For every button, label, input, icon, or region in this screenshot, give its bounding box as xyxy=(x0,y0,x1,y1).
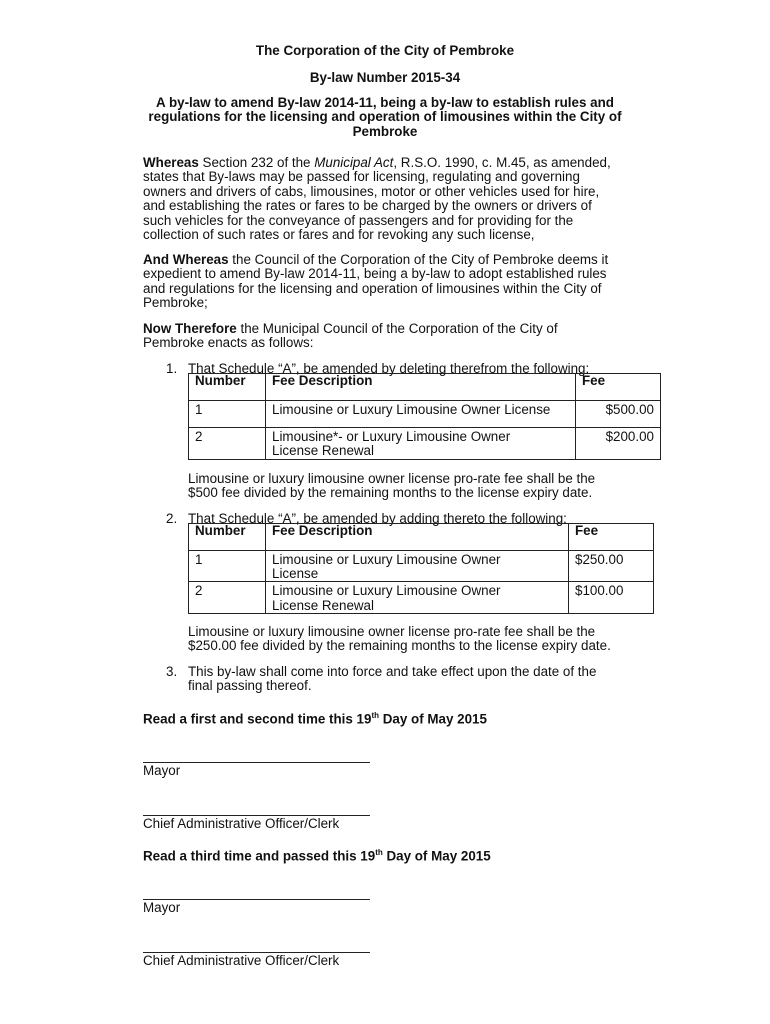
description-line: Limousine or Luxury Limousine Owner xyxy=(272,583,501,599)
bylaw-title-line: A by-law to amend By-law 2014-11, being a by-law to establish rules and xyxy=(156,95,614,110)
whereas-line: collection of such rates or fares and for revoking any such license, xyxy=(143,227,535,243)
header-fee: Fee xyxy=(569,524,654,551)
header-fee-description: Fee Description xyxy=(266,374,576,401)
description-line: Limousine*- or Luxury Limousine Owner xyxy=(272,429,511,444)
clerk-label-2: Chief Administrative Officer/Clerk xyxy=(143,953,340,968)
row-description xyxy=(266,551,569,582)
whereas-text: Section 232 of the xyxy=(198,155,315,170)
now-therefore-paragraph xyxy=(143,322,673,351)
note-line: Limousine or luxury limousine owner license pro-rate fee shall be the xyxy=(188,471,596,486)
and-whereas-lead: And Whereas xyxy=(143,252,229,267)
description-line: License Renewal xyxy=(272,443,374,459)
and-whereas-line: Pembroke; xyxy=(143,295,208,311)
table-row xyxy=(189,428,661,460)
note-line: $500 fee divided by the remaining months to the license expiry date. xyxy=(188,485,593,501)
and-whereas-paragraph xyxy=(143,253,673,311)
table-header-row xyxy=(189,524,654,551)
row-fee: $100.00 xyxy=(569,582,654,613)
prorate-note-2 xyxy=(188,625,678,654)
bylaw-title-line: regulations for the licensing and operation of limousines within the City of xyxy=(148,109,622,125)
row-description xyxy=(266,401,576,428)
added-fees-table xyxy=(188,523,654,614)
note-line: $250.00 fee divided by the remaining months to the license expiry date. xyxy=(188,638,611,654)
prorate-note-1 xyxy=(188,472,668,501)
item-number: 1. xyxy=(166,361,178,376)
row-fee: $200.00 xyxy=(576,428,661,460)
now-therefore-line xyxy=(143,322,673,336)
row-description xyxy=(266,582,569,613)
item-text: That Schedule “A”, be amended by deleting therefrom the following: xyxy=(188,361,590,376)
item-number: 2. xyxy=(166,511,178,526)
reading-text: Day of May 2015 xyxy=(379,711,487,727)
whereas-line: states that By-laws may be passed for licensing, regulating and governing xyxy=(143,169,580,185)
reading-text: Read a third time and passed this 19 xyxy=(143,848,376,864)
corporation-title: The Corporation of the City of Pembroke xyxy=(255,43,515,58)
row-number: 2 xyxy=(189,582,266,613)
table-row xyxy=(189,551,654,582)
reading-ordinal-suffix: th xyxy=(371,711,380,720)
deleted-fees-table xyxy=(188,373,661,460)
first-second-reading xyxy=(143,711,487,726)
row-number: 1 xyxy=(189,401,266,428)
now-therefore-lead: Now Therefore xyxy=(143,321,237,336)
mayor-label-2: Mayor xyxy=(143,900,181,915)
whereas-text: , R.S.O. 1990, c. M.45, as amended, xyxy=(393,155,611,170)
whereas-paragraph xyxy=(143,156,673,242)
and-whereas-line: and regulations for the licensing and operation of limousines within the City of xyxy=(143,280,602,296)
whereas-line: such vehicles for the conveyance of passengers and for providing for the xyxy=(143,212,574,228)
row-fee: $500.00 xyxy=(576,401,661,428)
whereas-line xyxy=(143,156,673,170)
header-number: Number xyxy=(189,374,266,401)
row-description xyxy=(266,428,576,460)
and-whereas-line xyxy=(143,253,673,267)
reading-text: Read a first and second time this 19 xyxy=(143,711,372,727)
item-text-line: This by-law shall come into force and take effect upon the date of the xyxy=(188,664,597,679)
description-line: License Renewal xyxy=(272,597,374,613)
bylaw-title xyxy=(0,96,770,139)
bylaw-number: By-law Number 2015-34 xyxy=(309,70,461,85)
and-whereas-text: the Council of the Corporation of the City of Pembroke deems it xyxy=(228,252,609,267)
now-therefore-line: Pembroke enacts as follows: xyxy=(143,335,314,351)
and-whereas-line: expedient to amend By-law 2014-11, being a by-law to adopt established rules xyxy=(143,266,607,282)
description-line: Limousine or Luxury Limousine Owner License xyxy=(272,402,551,417)
table-row xyxy=(189,401,661,428)
row-number: 1 xyxy=(189,551,266,582)
reading-text: Day of May 2015 xyxy=(382,848,491,864)
table-row xyxy=(189,582,654,613)
header-fee: Fee xyxy=(576,374,661,401)
item-text-line: final passing thereof. xyxy=(188,678,312,694)
item-number: 3. xyxy=(166,664,178,679)
reading-ordinal-suffix: th xyxy=(375,848,383,857)
now-therefore-text: the Municipal Council of the Corporation of the City of xyxy=(236,321,558,336)
note-line: Limousine or luxury limousine owner license pro-rate fee shall be the xyxy=(188,624,596,639)
whereas-line: owners and drivers of cabs, limousines, motor or other vehicles used for hire, xyxy=(143,183,600,199)
municipal-act-reference: Municipal Act xyxy=(314,155,394,170)
bylaw-title-line: Pembroke xyxy=(352,123,418,139)
mayor-label: Mayor xyxy=(143,763,181,778)
clerk-label: Chief Administrative Officer/Clerk xyxy=(143,816,340,831)
item-text: That Schedule “A”, be amended by adding thereto the following: xyxy=(188,511,567,526)
row-number: 2 xyxy=(189,428,266,460)
item-text xyxy=(188,665,666,694)
header-number: Number xyxy=(189,524,266,551)
row-fee: $250.00 xyxy=(569,551,654,582)
whereas-line: and establishing the rates or fares to be charged by the owners or drivers of xyxy=(143,198,592,214)
description-line: License xyxy=(272,566,319,582)
header-fee-description: Fee Description xyxy=(266,524,569,551)
enactment-item-3 xyxy=(166,665,666,695)
third-reading xyxy=(143,848,491,863)
description-line: Limousine or Luxury Limousine Owner xyxy=(272,552,501,567)
table-header-row xyxy=(189,374,661,401)
whereas-lead: Whereas xyxy=(143,155,199,170)
